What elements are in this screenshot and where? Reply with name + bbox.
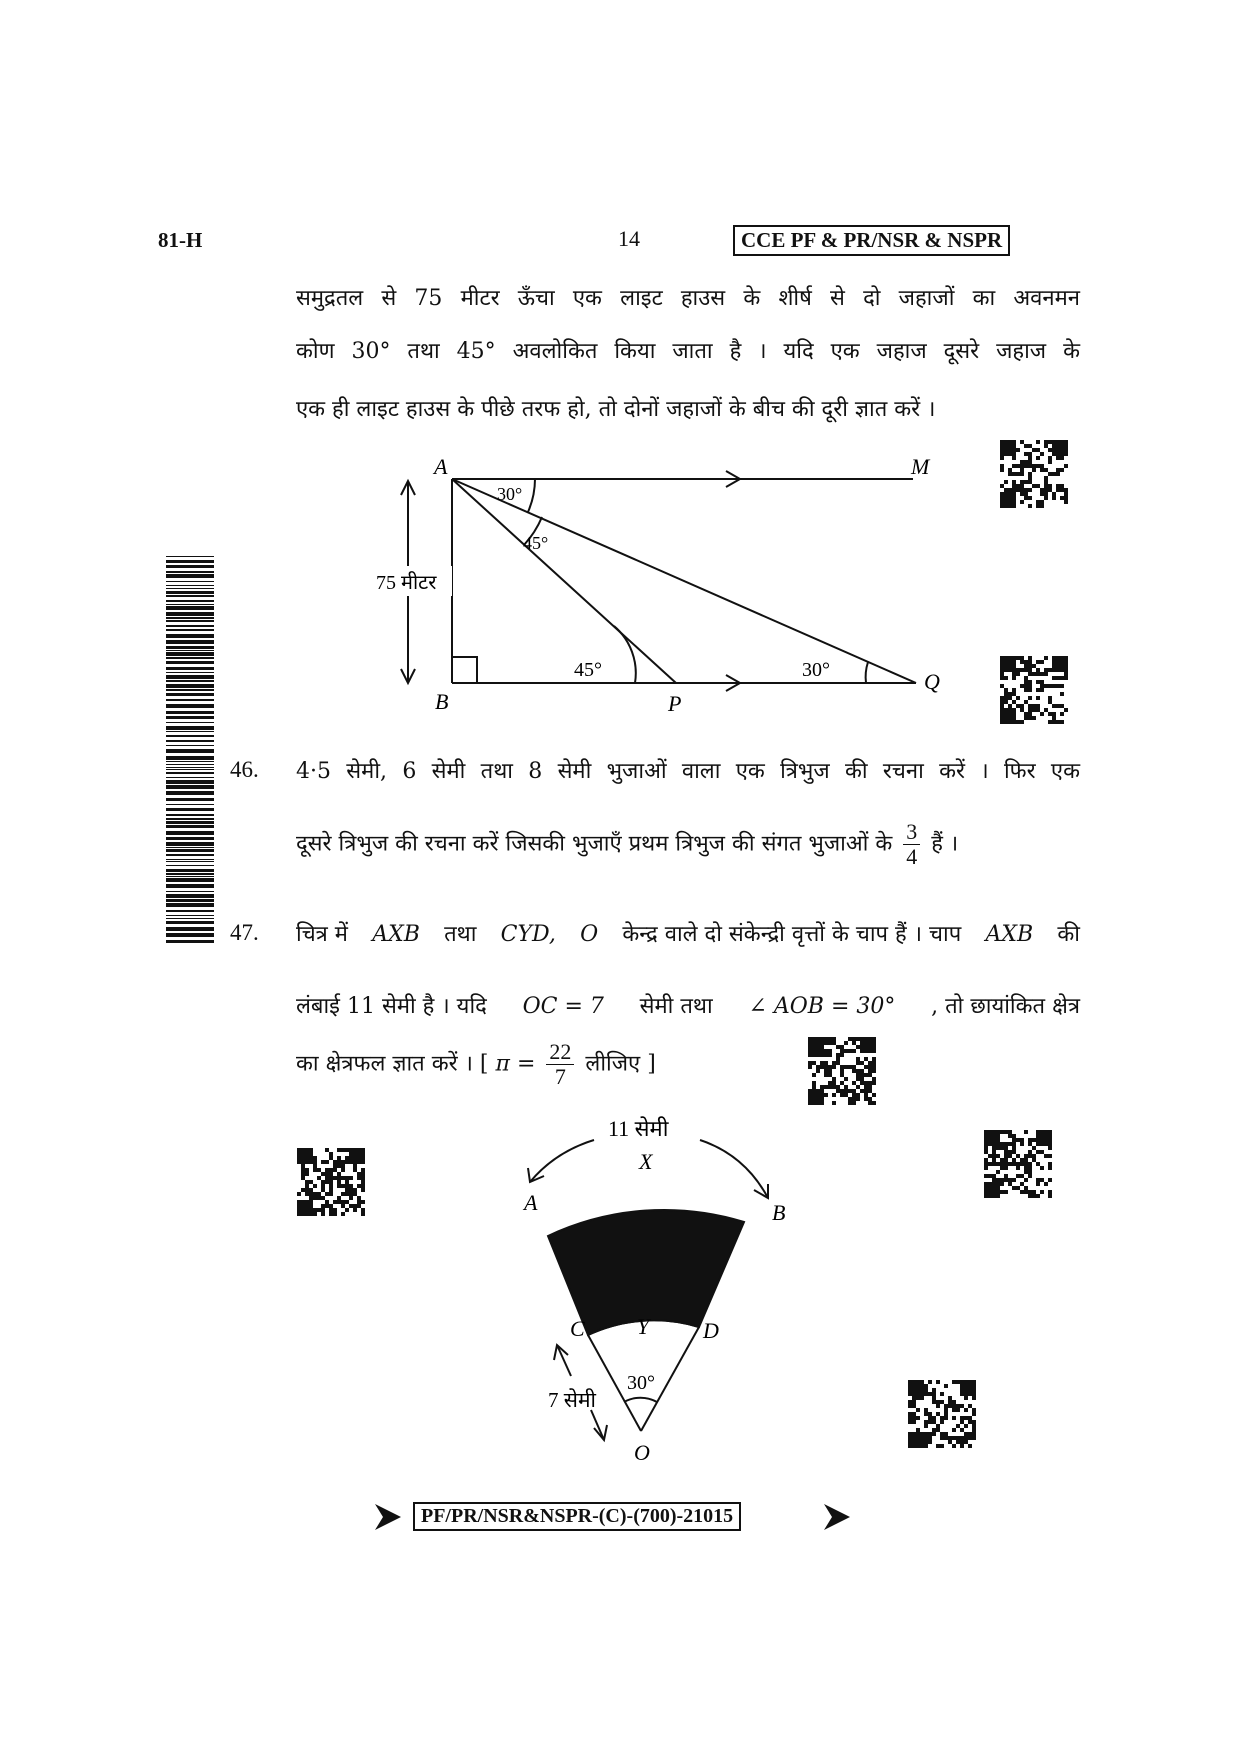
text: चित्र में — [296, 922, 348, 947]
angle-arc-45-p — [614, 626, 636, 683]
footer-code: PF/PR/NSR&NSPR-(C)-(700)-21015 — [413, 1502, 741, 1531]
angle-arc-30 — [624, 1398, 657, 1402]
angle-arc-30-q — [866, 662, 868, 683]
angle-label-30-bottom: 30° — [802, 659, 830, 681]
label-b: B — [435, 689, 449, 714]
angle-label-30-top: 30° — [497, 484, 523, 504]
line-aq — [452, 479, 916, 683]
q46-line-2 — [296, 820, 1086, 869]
angle-label-45-bottom: 45° — [574, 659, 602, 681]
q45-line-2: कोण 30° तथा 45° अवलोकित किया जाता है । यदि एक जहाज दूसरे जहाज के — [296, 339, 1080, 364]
label-c: C — [570, 1316, 585, 1341]
page-number: 14 — [618, 226, 640, 251]
qr-code-icon — [1000, 656, 1068, 724]
label-p: P — [668, 691, 682, 716]
arc-length-label: 11 सेमी — [608, 1116, 669, 1141]
label-d: D — [703, 1318, 719, 1343]
label-o: O — [634, 1440, 650, 1465]
qr-code-icon — [808, 1037, 876, 1105]
q47-line-1 — [296, 921, 1080, 949]
angle-label: 30° — [627, 1372, 655, 1394]
q45-line-1: समुद्रतल से 75 मीटर ऊँचा एक लाइट हाउस के शीर्ष से दो जहाजों का अवनमन — [296, 286, 1080, 311]
angle-label-45-top: 45° — [523, 533, 549, 553]
angle-arc-30 — [528, 479, 535, 512]
q45-line-3: एक ही लाइट हाउस के पीछे तरफ हो, तो दोनों जहाजों के बीच की दूरी ज्ञात करें । — [296, 397, 936, 422]
barcode — [166, 556, 216, 946]
frac-den: 4 — [906, 844, 918, 869]
text: लीजिए ] — [585, 1051, 656, 1077]
math-angle: ∠ AOB = 30° — [748, 994, 896, 1019]
math-axb: AXB — [372, 922, 420, 947]
q47-line-2 — [296, 993, 1080, 1021]
footer-arrow-icon — [373, 1500, 403, 1534]
arc-arrow-right — [700, 1140, 768, 1198]
math-o: O — [580, 922, 599, 947]
series-code: CCE PF & PR/NSR & NSPR — [733, 225, 1010, 256]
lighthouse-figure — [360, 440, 970, 720]
label-b: B — [772, 1200, 786, 1225]
q47-number: 47. — [230, 920, 259, 945]
paper-code: 81-H — [158, 228, 203, 252]
label-m: M — [911, 454, 930, 479]
qr-code-icon — [1000, 440, 1068, 508]
radius-arrow-top — [557, 1345, 571, 1376]
text: तथा — [444, 922, 477, 947]
label-y: Y — [637, 1314, 650, 1339]
fraction-three-quarters — [903, 820, 920, 869]
label-q: Q — [924, 669, 940, 694]
q46-line-2-text: दूसरे त्रिभुज की रचना करें जिसकी भुजाएँ प्रथम त्रिभुज की संगत भुजाओं के — [296, 831, 893, 857]
sector-figure — [500, 1100, 820, 1480]
qr-code-icon — [297, 1148, 365, 1216]
right-angle-mark — [452, 657, 477, 683]
math-pi: π = — [495, 1051, 536, 1077]
q46-number: 46. — [230, 757, 259, 782]
radius-arrow-bottom — [591, 1410, 604, 1440]
math-axb: AXB — [985, 922, 1034, 947]
frac-num: 3 — [903, 820, 920, 845]
text: केन्द्र वाले दो संकेन्द्री वृत्तों के चाप हैं । चाप — [622, 922, 962, 947]
arc-arrow-left — [530, 1140, 594, 1182]
math-oc: OC = 7 — [522, 994, 604, 1019]
fraction-22-7 — [546, 1040, 574, 1089]
text: , तो छायांकित क्षेत्र — [931, 994, 1080, 1019]
label-x: X — [639, 1149, 653, 1174]
line-ap — [452, 479, 676, 683]
qr-code-icon — [984, 1130, 1052, 1198]
text: का क्षेत्रफल ज्ञात करें । [ — [296, 1051, 489, 1077]
footer-arrow-icon — [822, 1500, 852, 1534]
text: लंबाई 11 सेमी है । यदि — [296, 994, 487, 1019]
q46-line-2-end: हैं । — [931, 831, 959, 857]
height-label: 75 मीटर — [376, 572, 437, 594]
label-a: A — [434, 454, 448, 479]
q47-line-3 — [296, 1040, 656, 1089]
text: सेमी तथा — [639, 994, 713, 1019]
text: की — [1057, 922, 1080, 947]
radius-label: 7 सेमी — [548, 1388, 596, 1412]
math-cyd: CYD, — [500, 922, 556, 947]
frac-num: 22 — [546, 1040, 574, 1065]
qr-code-icon — [908, 1380, 976, 1448]
label-a: A — [524, 1190, 538, 1215]
q46-line-1: 4·5 सेमी, 6 सेमी तथा 8 सेमी भुजाओं वाला एक त्रिभुज की रचना करें । फिर एक — [296, 759, 1080, 784]
frac-den: 7 — [554, 1064, 566, 1089]
